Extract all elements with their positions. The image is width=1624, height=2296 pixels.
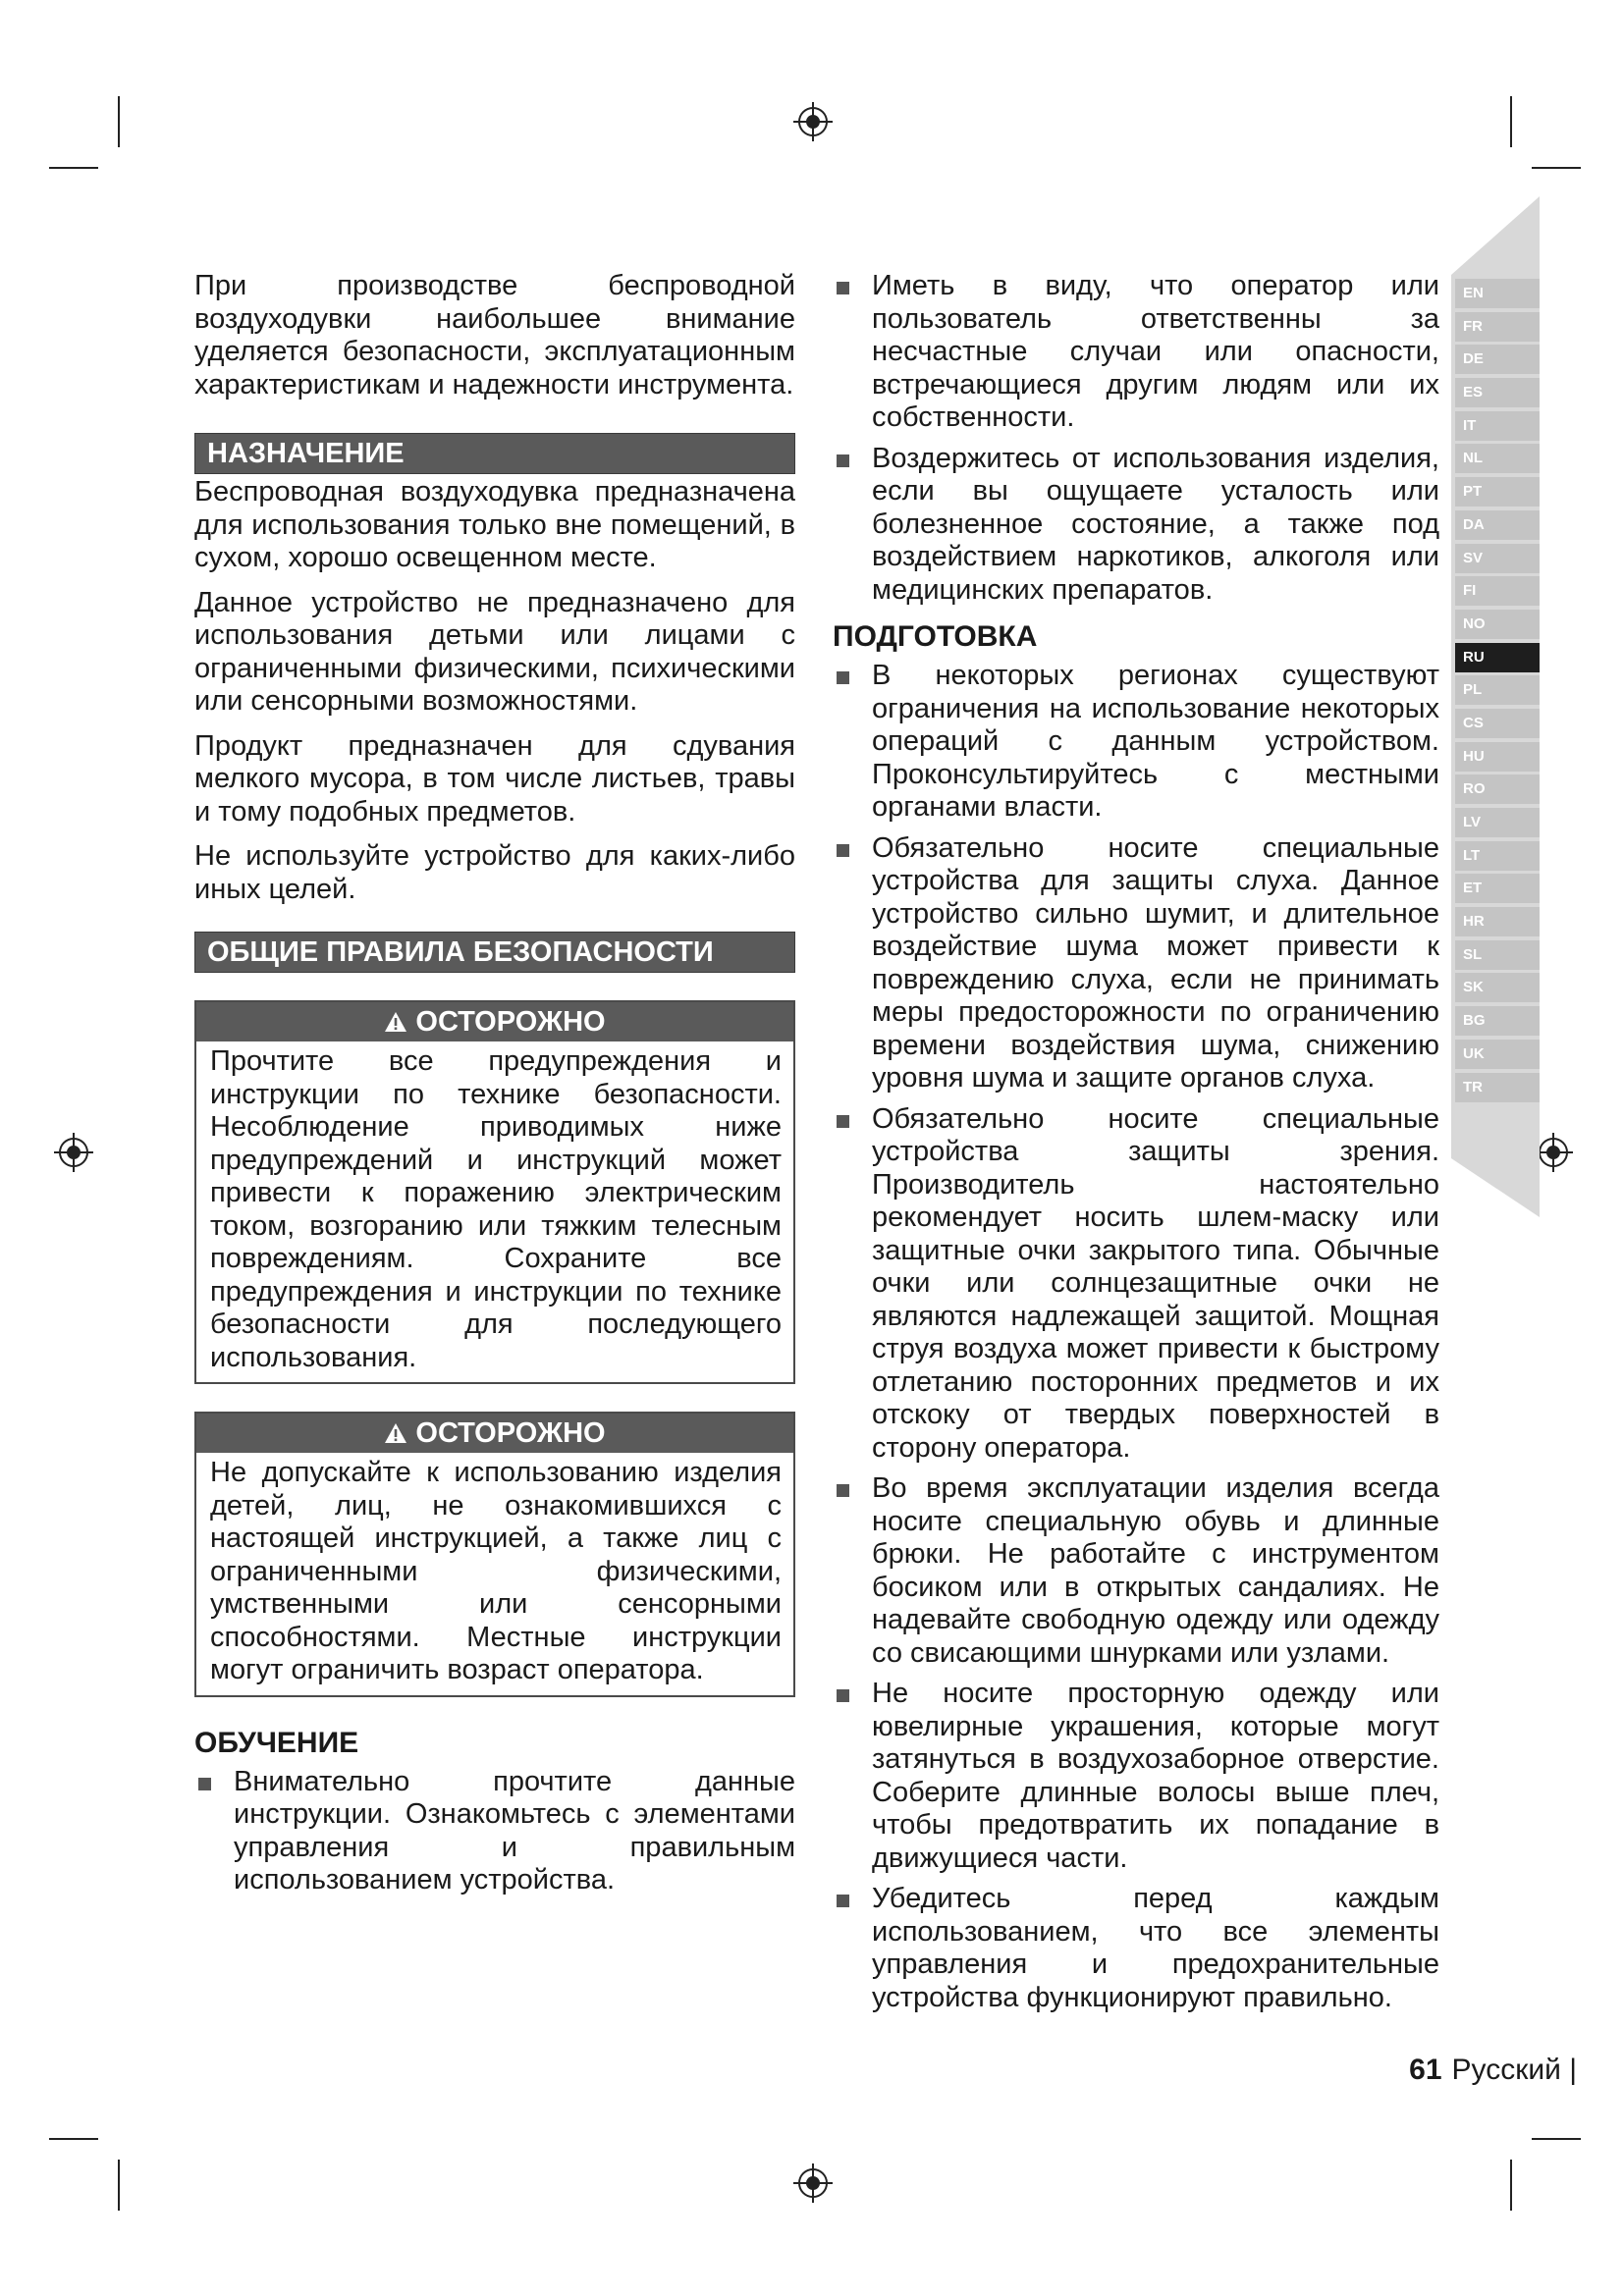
- language-tab-ru[interactable]: RU: [1455, 643, 1540, 672]
- language-tab-et[interactable]: ET: [1455, 874, 1540, 903]
- list-item-text: Обязательно носите специальные устройства защиты зрения. Производитель настоятельно рекомендует носить шлем-маску или защитные очки закрытого типа. Обычные очки или солнцезащитные очки не являются надлежащей защитой. Мощная струя воздуха может привести к быстрому отлетанию посторонних предметов и их отскоку от твердых поверхностей в сторону оператора.: [872, 1102, 1439, 1464]
- language-tab-sk[interactable]: SK: [1455, 973, 1540, 1002]
- purpose-paragraph: Данное устройство не предназначено для использования детьми или лицами с ограниченными физическими, психическими или сенсорными возможностями.: [194, 586, 795, 717]
- language-tab-da[interactable]: DA: [1455, 510, 1540, 540]
- list-item: [833, 1103, 1439, 1466]
- page-number: 61: [1409, 2054, 1442, 2086]
- training-list: [194, 1766, 795, 1897]
- left-column: [194, 270, 795, 1909]
- crop-mark: [1532, 2138, 1581, 2140]
- language-tab-lv[interactable]: LV: [1455, 808, 1540, 837]
- language-tab-es[interactable]: ES: [1455, 378, 1540, 407]
- language-tab-bg[interactable]: BG: [1455, 1006, 1540, 1036]
- warning-text: Не допускайте к использованию изделия детей, лиц, не ознакомившихся с настоящей инструкцией, а также лиц с ограниченными физическими, умственными или сенсорными способностями. Местные инструкции могут ограничить возраст оператора.: [210, 1457, 782, 1685]
- right-column: [833, 270, 1439, 2022]
- language-tab-pt[interactable]: PT: [1455, 477, 1540, 507]
- crop-mark: [1510, 2160, 1512, 2211]
- footer-language: Русский |: [1451, 2054, 1577, 2086]
- language-tab-ro[interactable]: RO: [1455, 774, 1540, 804]
- crop-mark: [1510, 96, 1512, 147]
- intro-paragraph: При производстве беспроводной воздуходувки наибольшее внимание уделяется безопасности, эксплуатационным характеристикам и надежности инструмента.: [194, 270, 795, 400]
- responsibility-list: [833, 270, 1439, 607]
- language-tab-fr[interactable]: FR: [1455, 312, 1540, 342]
- language-tab-pl[interactable]: PL: [1455, 675, 1540, 705]
- section-title-safety: ОБЩИЕ ПРАВИЛА БЕЗОПАСНОСТИ: [194, 932, 795, 973]
- warning-header: [196, 1414, 793, 1453]
- section-title-training: ОБУЧЕНИЕ: [194, 1726, 359, 1759]
- list-item: [194, 1766, 795, 1897]
- crop-mark: [118, 2160, 120, 2211]
- list-item-text: Иметь в виду, что оператор или пользователь ответственны за несчастные случаи или опасности, встречающиеся другим людям или их собственности.: [872, 270, 1439, 433]
- language-tab-sl[interactable]: SL: [1455, 940, 1540, 970]
- purpose-paragraph: Беспроводная воздуходувка предназначена для использования только вне помещений, в сухом, хорошо освещенном месте.: [194, 476, 795, 573]
- registration-mark-icon: [793, 102, 833, 141]
- list-item-text: Воздержитесь от использования изделия, если вы ощущаете усталость или болезненное состояние, а также под воздействием наркотиков, алкоголя или медицинских препаратов.: [872, 442, 1439, 606]
- registration-mark-icon: [793, 2163, 833, 2203]
- warning-box: [194, 1412, 795, 1697]
- warning-header: [196, 1002, 793, 1041]
- list-item-text: Во время эксплуатации изделия всегда носите специальную обувь и длинные брюки. Не работайте с инструментом босиком или в открытых сандалиях. Не надевайте свободную одежду или одежду со свисающими шнурками или узлами.: [872, 1472, 1439, 1669]
- language-tab-hr[interactable]: HR: [1455, 907, 1540, 936]
- section-title-purpose: НАЗНАЧЕНИЕ: [194, 433, 795, 474]
- list-item: [833, 832, 1439, 1095]
- language-tab-it[interactable]: IT: [1455, 411, 1540, 441]
- list-item-text: Обязательно носите специальные устройства для защиты слуха. Данное устройство сильно шумит, и длительное воздействие шума может привести к повреждению слуха, если не принимать меры предосторожности по ограничению времени воздействия шума, снижению уровня шума и защите органов слуха.: [872, 831, 1439, 1094]
- language-tab-de[interactable]: DE: [1455, 345, 1540, 374]
- list-item-text: Не носите просторную одежду или ювелирные украшения, которые могут затянуться в воздухозаборное отверстие. Соберите длинные волосы выше плеч, чтобы предотвратить их попадание в движущиеся части.: [872, 1678, 1439, 1874]
- section-title-preparation: ПОДГОТОВКА: [833, 620, 1038, 653]
- crop-mark: [118, 96, 120, 147]
- crop-mark: [1532, 167, 1581, 169]
- warning-box: [194, 1000, 795, 1384]
- list-item: [833, 660, 1439, 825]
- language-tab-no[interactable]: NO: [1455, 610, 1540, 639]
- preparation-list: [833, 660, 1439, 2014]
- list-item: [833, 270, 1439, 435]
- warning-title: ОСТОРОЖНО: [415, 1417, 606, 1449]
- language-tab-uk[interactable]: UK: [1455, 1040, 1540, 1069]
- list-item-text: Внимательно прочтите данные инструкции. Ознакомьтесь с элементами управления и правильным использованием устройства.: [234, 1765, 795, 1896]
- list-item-text: Убедитесь перед каждым использованием, что все элементы управления и предохранительные устройства функционируют правильно.: [872, 1883, 1439, 2013]
- warning-text: Прочтите все предупреждения и инструкции по технике безопасности. Несоблюдение приводимых ниже предупреждений и инструкций может привести к поражению электрическим током, возгоранию или тяжким телесным повреждениям. Сохраните все предупреждения и инструкции по технике безопасности для последующего использования.: [210, 1045, 782, 1373]
- language-tab-sv[interactable]: SV: [1455, 544, 1540, 573]
- warning-title: ОСТОРОЖНО: [415, 1006, 606, 1038]
- language-tab-hu[interactable]: HU: [1455, 742, 1540, 772]
- list-item: [833, 443, 1439, 608]
- list-item: [833, 1472, 1439, 1670]
- language-tab-tr[interactable]: TR: [1455, 1073, 1540, 1102]
- language-tab-en[interactable]: EN: [1455, 279, 1540, 308]
- registration-mark-icon: [1534, 1133, 1573, 1172]
- list-item: [833, 1678, 1439, 1875]
- purpose-paragraph: Продукт предназначен для сдувания мелкого мусора, в том числе листьев, травы и тому подобных предметов.: [194, 729, 795, 828]
- warning-triangle-icon: [384, 1422, 407, 1444]
- list-item: [833, 1883, 1439, 2014]
- page-footer: [1409, 2051, 1577, 2090]
- language-tab-list: [1455, 279, 1540, 1105]
- warning-triangle-icon: [384, 1011, 407, 1033]
- language-tab-lt[interactable]: LT: [1455, 841, 1540, 871]
- crop-mark: [49, 2138, 98, 2140]
- purpose-paragraph: Не используйте устройство для каких-либо иных целей.: [194, 840, 795, 905]
- language-tab-fi[interactable]: FI: [1455, 576, 1540, 606]
- registration-mark-icon: [54, 1133, 93, 1172]
- language-tab-cs[interactable]: CS: [1455, 709, 1540, 738]
- language-tab-nl[interactable]: NL: [1455, 444, 1540, 473]
- crop-mark: [49, 167, 98, 169]
- list-item-text: В некоторых регионах существуют ограничения на использование некоторых операций с данным устройством. Проконсультируйтесь с местными органами власти.: [872, 660, 1439, 823]
